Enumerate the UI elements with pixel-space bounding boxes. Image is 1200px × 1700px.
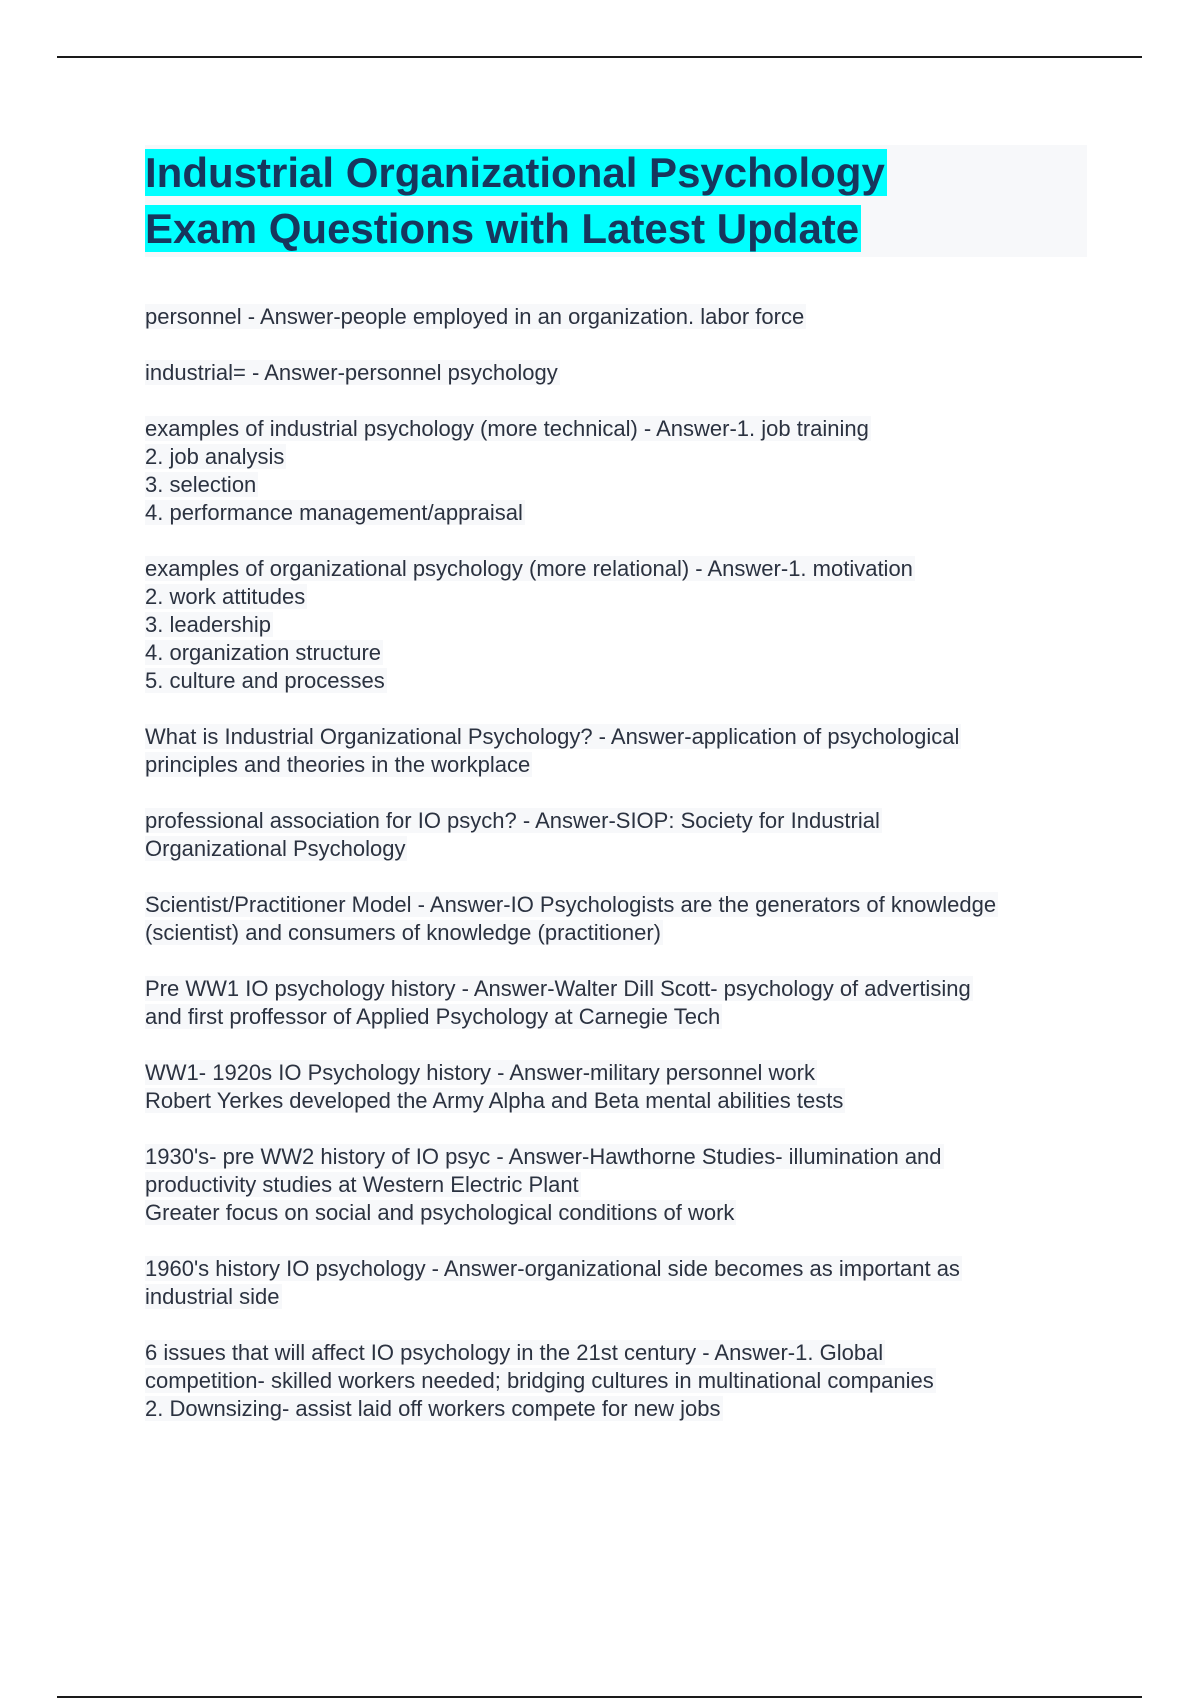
qa-line: Robert Yerkes developed the Army Alpha and Beta mental abilities tests [145, 1088, 844, 1113]
qa-line: 3. leadership [145, 612, 271, 637]
qa-entry [145, 723, 1085, 779]
qa-line: WW1- 1920s IO Psychology history - Answer-military personnel work [145, 1060, 815, 1085]
qa-line: professional association for IO psych? - Answer-SIOP: Society for Industrial [145, 808, 880, 833]
qa-line: Organizational Psychology [145, 836, 406, 861]
qa-line: principles and theories in the workplace [145, 752, 531, 777]
qa-line: competition- skilled workers needed; bridging cultures in multinational companies [145, 1368, 934, 1393]
qa-line: 2. job analysis [145, 444, 285, 469]
qa-line: (scientist) and consumers of knowledge (practitioner) [145, 920, 662, 945]
qa-line: What is Industrial Organizational Psychology? - Answer-application of psychological [145, 724, 960, 749]
qa-line: 1960's history IO psychology - Answer-organizational side becomes as important as [145, 1256, 960, 1281]
qa-line: 1930's- pre WW2 history of IO psyc - Answer-Hawthorne Studies- illumination and [145, 1144, 942, 1169]
qa-line: 2. work attitudes [145, 584, 306, 609]
header-rule [57, 56, 1142, 58]
footer-rule [57, 1696, 1142, 1698]
qa-entry [145, 359, 1085, 387]
qa-line: productivity studies at Western Electric Plant [145, 1172, 579, 1197]
qa-line: examples of industrial psychology (more technical) - Answer-1. job training [145, 416, 869, 441]
qa-entry [145, 303, 1085, 331]
qa-entry [145, 975, 1085, 1031]
qa-entry [145, 1143, 1085, 1227]
qa-list [145, 303, 1085, 1451]
qa-entry [145, 1339, 1085, 1423]
qa-line: Pre WW1 IO psychology history - Answer-Walter Dill Scott- psychology of advertising [145, 976, 971, 1001]
qa-line: 4. organization structure [145, 640, 382, 665]
qa-entry [145, 1255, 1085, 1311]
title-line-2: Exam Questions with Latest Update [145, 205, 860, 252]
qa-line: Scientist/Practitioner Model - Answer-IO Psychologists are the generators of knowledge [145, 892, 997, 917]
qa-line: 3. selection [145, 472, 257, 497]
qa-line: 6 issues that will affect IO psychology in the 21st century - Answer-1. Global [145, 1340, 884, 1365]
qa-line: 4. performance management/appraisal [145, 500, 523, 525]
qa-line: industrial side [145, 1284, 280, 1309]
qa-line: industrial= - Answer-personnel psychology [145, 360, 558, 385]
qa-line: 5. culture and processes [145, 668, 385, 693]
title-line-1: Industrial Organizational Psychology [145, 149, 885, 196]
qa-line: Greater focus on social and psychological conditions of work [145, 1200, 735, 1225]
qa-line: and first proffessor of Applied Psychology at Carnegie Tech [145, 1004, 721, 1029]
qa-line: examples of organizational psychology (more relational) - Answer-1. motivation [145, 556, 913, 581]
qa-entry [145, 891, 1085, 947]
qa-entry [145, 807, 1085, 863]
qa-line: personnel - Answer-people employed in an organization. labor force [145, 304, 805, 329]
title-block [145, 145, 1087, 257]
qa-entry [145, 555, 1085, 695]
qa-entry [145, 1059, 1085, 1115]
document-title [145, 145, 1087, 257]
qa-line: 2. Downsizing- assist laid off workers compete for new jobs [145, 1396, 721, 1421]
qa-entry [145, 415, 1085, 527]
